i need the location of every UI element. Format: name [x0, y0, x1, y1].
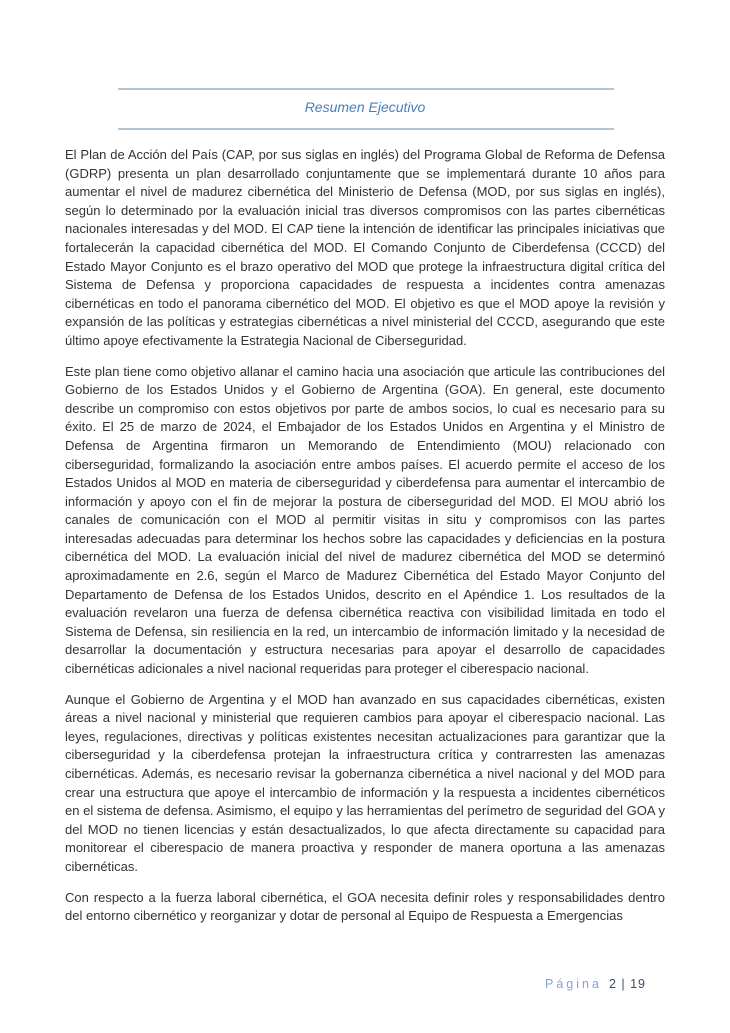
section-title: Resumen Ejecutivo — [304, 99, 426, 115]
body-paragraph: El Plan de Acción del País (CAP, por sus siglas en inglés) del Programa Global de Reforma de Defensa (GDRP) presenta un plan desarrollado conjuntamente que se implementará durante 10 años para aumentar el nivel de madurez cibernética del Ministerio de Defensa (MOD, por sus siglas en inglés), según lo determinado por la evaluación inicial tras diversos compromisos con las partes cibernéticas nacionales interesadas y del MOD. El CAP tiene la intención de identificar las principales iniciativas que fortalecerán la capacidad cibernética del MOD. El Comando Conjunto de Ciberdefensa (CCCD) del Estado Mayor Conjunto es el brazo operativo del MOD que protege la infraestructura digital crítica del Sistema de Defensa y proporciona capacidades de respuesta a incidentes contra amenazas cibernéticas en todo el panorama cibernético del MOD. El objetivo es que el MOD apoye la revisión y expansión de las políticas y estrategias cibernéticas a nivel ministerial del CCCD, asegurando que este último apoye efectivamente la Estrategia Nacional de Ciberseguridad. — [65, 147, 665, 348]
page-footer — [545, 977, 646, 991]
header-rule-top — [118, 88, 614, 90]
body-paragraph: Este plan tiene como objetivo allanar el camino hacia una asociación que articule las contribuciones del Gobierno de los Estados Unidos y el Gobierno de Argentina (GOA). En general, este documento describe un compromiso con estos objetivos por parte de ambos socios, lo cual es necesario para su éxito. El 25 de marzo de 2024, el Embajador de los Estados Unidos en Argentina y el Ministro de Defensa de Argentina firmaron un Memorando de Entendimiento (MOU) relacionado con ciberseguridad, formalizando la asociación entre ambos países. El acuerdo permite el acceso de los Estados Unidos al MOD en materia de ciberseguridad y ciberdefensa para aumentar el intercambio de información y apoyo con el fin de mejorar la postura de ciberseguridad del MOD. El MOU abrió los canales de comunicación con el MOD al permitir visitas in situ y compromisos con las partes interesadas adecuadas para determinar los hechos sobre las capacidades y deficiencias en la postura cibernética del MOD. La evaluación inicial del nivel de madurez cibernética del MOD se determinó aproximadamente en 2.6, según el Marco de Madurez Cibernética del Estado Mayor Conjunto del Departamento de Defensa de los Estados Unidos, descrito en el Apéndice 1. Los resultados de la evaluación revelaron una fuerza de defensa cibernética reactiva con visibilidad limitada en todo el Sistema de Defensa, sin resiliencia en la red, un intercambio de información limitado y la necesidad de desarrollar la documentación y estructura necesarias para apoyar el desarrollo de capacidades cibernéticas adicionales a nivel nacional requeridas para proteger el ciberespacio nacional. — [65, 363, 665, 677]
document-body — [65, 146, 665, 938]
header-rule-bottom — [118, 128, 614, 130]
body-paragraph: Aunque el Gobierno de Argentina y el MOD han avanzado en sus capacidades cibernéticas, existen áreas a nivel nacional y ministerial que requieren cambios para apoyar el ciberespacio nacional. Las leyes, regulaciones, directivas y políticas existentes necesitan actualizaciones para garantizar que la ciberseguridad y la ciberdefensa protejan la infraestructura crítica y contrarresten las amenazas cibernéticas. Además, es necesario revisar la gobernanza cibernética a nivel nacional y del MOD para crear una estructura que apoye el intercambio de información y la respuesta a incidentes cibernéticos en el sistema de defensa. Asimismo, el equipo y las herramientas del perímetro de seguridad del GOA y del MOD no tienen licencias y están desactualizados, lo que afecta directamente su capacidad para monitorear el ciberespacio de manera proactiva y responder de manera oportuna a las amenazas cibernéticas. — [65, 691, 665, 874]
body-paragraph: Con respecto a la fuerza laboral cibernética, el GOA necesita definir roles y responsabilidades dentro del entorno cibernético y reorganizar y dotar de personal al Equipo de Respuesta a Emergencias — [65, 889, 665, 924]
page-footer-label: Página — [545, 977, 602, 991]
page-number: 2 | 19 — [608, 977, 646, 991]
